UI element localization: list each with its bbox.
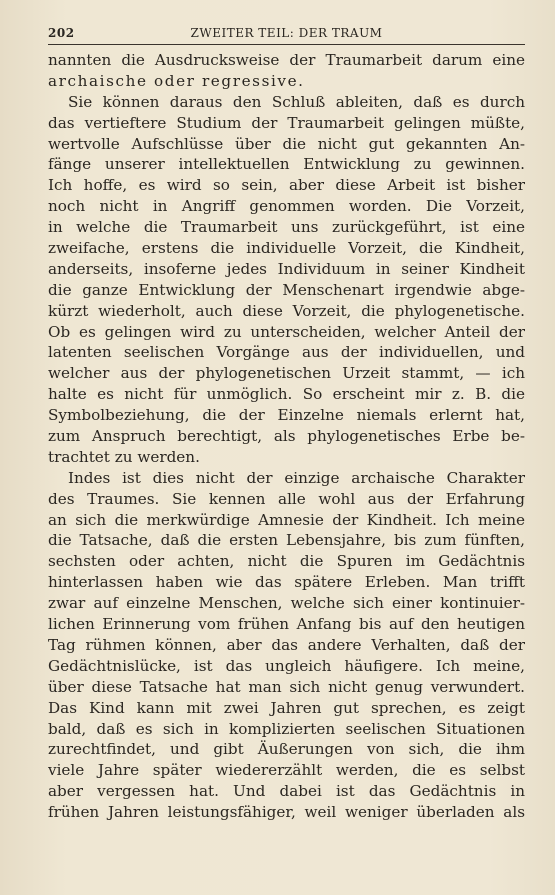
text-line: Symbolbeziehung, die der Einzelne niemals erlernt hat,: [48, 406, 525, 425]
text-line: über diese Tatsache hat man sich nicht genug verwundert.: [48, 677, 525, 696]
text-line: archaische oder regressive.: [48, 71, 305, 90]
text-line: das vertieftere Studium der Traumarbeit gelingen müßte,: [48, 113, 525, 132]
running-header: [48, 24, 525, 45]
text-line: sechsten oder achten, nicht die Spuren im Gedächtnis: [48, 552, 525, 571]
text-line: trachtet zu werden.: [48, 447, 200, 466]
text-line: aber vergessen hat. Und dabei ist das Gedächtnis in: [48, 782, 525, 801]
text-line: zweifache, erstens die individuelle Vorzeit, die Kindheit,: [48, 239, 525, 258]
text-line: Indes ist dies nicht der einzige archaische Charakter: [68, 468, 525, 487]
text-line: Sie können daraus den Schluß ableiten, daß es durch: [68, 92, 525, 111]
text-line: des Traumes. Sie kennen alle wohl aus der Erfahrung: [48, 489, 525, 508]
text-line: Gedächtnislücke, ist das ungleich häufigere. Ich meine,: [48, 656, 525, 675]
text-line: anderseits, insoferne jedes Individuum in seiner Kindheit: [48, 259, 525, 278]
text-line: frühen Jahren leistungsfähiger, weil weniger überladen als: [48, 803, 525, 822]
text-line: an sich die merkwürdige Amnesie der Kindheit. Ich meine: [48, 510, 525, 529]
body-text: [48, 50, 525, 823]
text-line: Das Kind kann mit zwei Jahren gut sprechen, es zeigt: [48, 698, 525, 717]
text-line: die Tatsache, daß die ersten Lebensjahre, bis zum fünften,: [48, 531, 525, 550]
text-line: noch nicht in Angriff genommen worden. Die Vorzeit,: [48, 197, 525, 216]
text-line: welcher aus der phylogenetischen Urzeit stammt, — ich: [48, 364, 525, 383]
text-line: fänge unserer intellektuellen Entwicklung zu gewinnen.: [48, 155, 525, 174]
running-title: ZWEITER TEIL: DER TRAUM: [190, 26, 383, 40]
text-line: halte es nicht für unmöglich. So erscheint mir z. B. die: [48, 385, 525, 404]
text-line: zwar auf einzelne Menschen, welche sich einer kontinuier-: [48, 594, 525, 613]
text-line: die ganze Entwicklung der Menschenart irgendwie abge-: [48, 280, 525, 299]
text-line: wertvolle Aufschlüsse über die nicht gut gekannten An-: [48, 134, 525, 153]
text-line: nannten die Ausdrucksweise der Traumarbeit darum eine: [48, 51, 525, 69]
text-line: lichen Erinnerung vom frühen Anfang bis auf den heutigen: [48, 615, 525, 634]
text-line: zurechtfindet, und gibt Äußerungen von sich, die ihm: [48, 740, 525, 759]
text-line: bald, daß es sich in komplizierten seelischen Situationen: [48, 719, 525, 738]
text-line: kürzt wiederholt, auch diese Vorzeit, die phylogenetische.: [48, 301, 525, 320]
page-number: 202: [48, 26, 75, 40]
text-line: Tag rühmen können, aber das andere Verhalten, daß der: [48, 635, 525, 654]
text-line: viele Jahre später wiedererzählt werden, die es selbst: [48, 761, 525, 780]
text-line: latenten seelischen Vorgänge aus der individuellen, und: [48, 343, 525, 362]
text-line: in welche die Traumarbeit uns zurückgeführt, ist eine: [48, 218, 525, 237]
text-line: Ob es gelingen wird zu unterscheiden, welcher Anteil der: [48, 322, 525, 341]
text-line: Ich hoffe, es wird so sein, aber diese Arbeit ist bisher: [48, 176, 525, 195]
text-line: hinterlassen haben wie das spätere Erleben. Man trifft: [48, 573, 525, 592]
text-line: zum Anspruch berechtigt, als phylogenetisches Erbe be-: [48, 427, 525, 446]
